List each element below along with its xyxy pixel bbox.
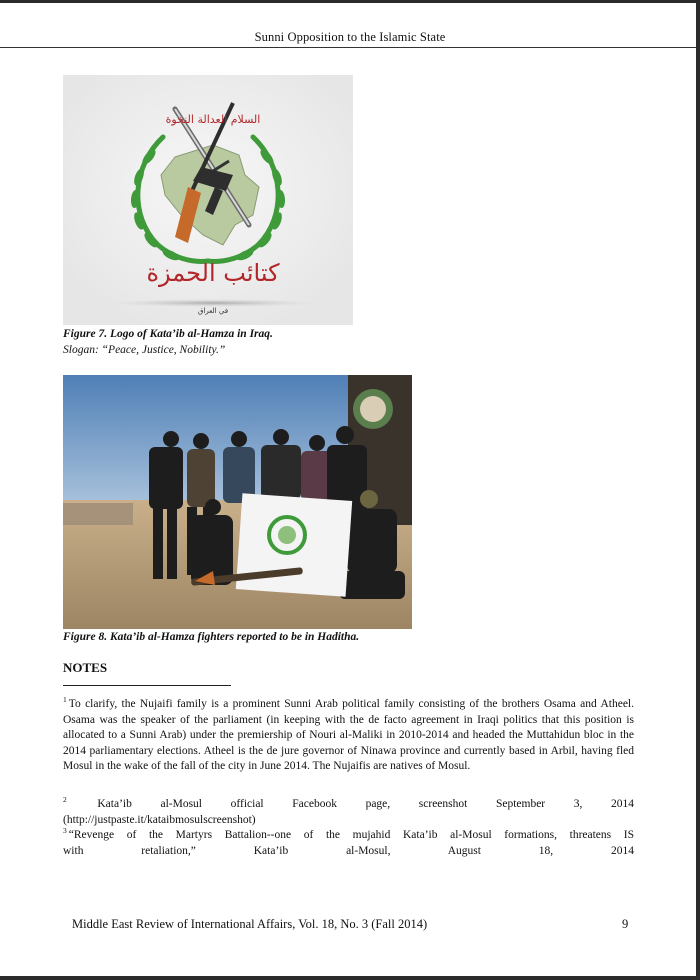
- running-header: Sunni Opposition to the Islamic State: [254, 30, 446, 44]
- figure-8-caption: Figure 8. Kata’ib al-Hamza fighters reported to be in Haditha.: [63, 631, 360, 643]
- banner-flag: [236, 493, 352, 596]
- figure-7-caption: Figure 7. Logo of Kata’ib al-Hamza in Iraq.: [63, 328, 273, 340]
- figure-7-slogan: Slogan: “Peace, Justice, Nobility.”: [63, 344, 226, 356]
- notes-rule: [63, 685, 231, 686]
- journal-citation-footer: Middle East Review of International Affairs, Vol. 18, No. 3 (Fall 2014): [72, 917, 428, 931]
- page-border-top: [0, 0, 700, 3]
- page-border-right: [696, 0, 700, 980]
- footnote-3-number: 3: [63, 826, 67, 835]
- footnote-3: [63, 823, 634, 859]
- footnote-3-line-1: “Revenge of the Martyrs Battalion--one of the mujahid Kata’ib al-Mosul formations, threatens IS: [68, 829, 634, 841]
- figure-8-photo: [63, 375, 412, 629]
- page-border-bottom: [0, 976, 700, 980]
- footnote-2-number: 2: [63, 795, 67, 804]
- footnote-1-text: To clarify, the Nujaifi family is a prominent Sunni Arab political family consisting of the brothers Osama and Atheel. Osama was the speaker of the parliament (in keeping with the de facto agreement in Iraqi politics that this position is allocated to a Sunni Arab) under the premiership of Nouri al-Maliki in 2010-2014 and headed the Muttahidun bloc in the 2014 parliamentary elections. Atheel is the de jure governor of Ninawa province and currently based in Arbil, having fled Mosul in the wake of the fall of the city in June 2014. The Nujaifis are natives of Mosul.: [63, 698, 634, 772]
- logo-slogan-arabic: السلام العدالة النخوة: [165, 113, 261, 126]
- logo-subtitle-arabic: في العراق: [197, 307, 229, 315]
- figure-7-logo-image: [63, 75, 353, 325]
- footnote-1: [63, 692, 634, 775]
- footnote-3-line-2: with retaliation,” Kata’ib al-Mosul, August 18, 2014: [63, 844, 634, 857]
- notes-heading: NOTES: [63, 660, 108, 675]
- footnote-1-number: 1: [63, 695, 67, 704]
- footnote-2-line-2: (http://justpaste.it/kataibmosulscreenshot): [63, 813, 256, 826]
- header-rule: [0, 47, 696, 48]
- footnote-2-line-1: Kata’ib al-Mosul official Facebook page, screenshot September 3, 2014: [97, 798, 634, 810]
- logo-name-arabic: كتائب الحمزة: [146, 259, 280, 287]
- page-number: 9: [622, 917, 629, 931]
